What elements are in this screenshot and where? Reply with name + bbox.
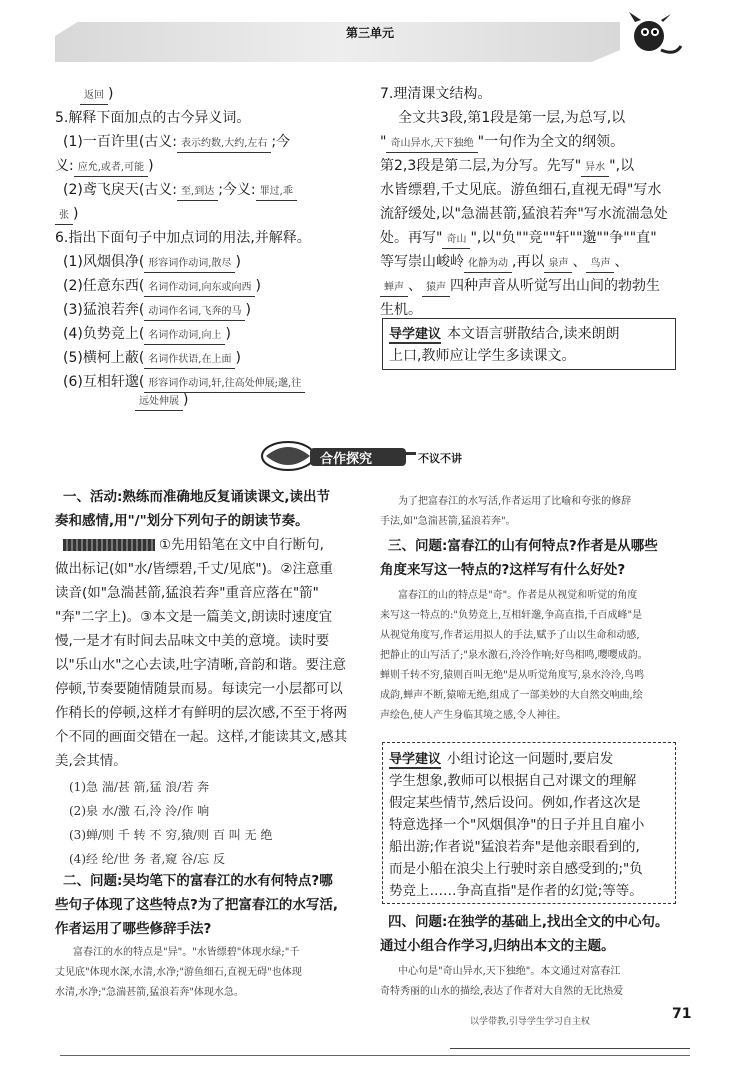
question-4-answer: 中心句是"奇山异水,天下独绝"。本文通过对富春江 [398, 966, 621, 977]
question-3-answer: 声绘色,使人产生身临其境之感,令人神往。 [380, 710, 567, 721]
q5-2-ancient: 至,到达 [177, 184, 218, 201]
activity-1-line: 个不同的画面交错在一起。这样,才能读其文,感其 [55, 729, 348, 745]
footer-line [450, 1030, 690, 1049]
question-4-line: 四、问题:在独学的基础上,找出全文的中心句。 [388, 914, 669, 930]
q6-item-answer: 形容词作动词,散尽 [144, 256, 235, 273]
guide-text: 而是小船在浪尖上行驶时亲自感受到的;"负 [389, 861, 643, 877]
question-3-answer: 从视觉角度写,作者运用拟人的手法,赋予了山以生命和动感, [380, 630, 640, 641]
question-4-block [380, 910, 680, 997]
q7-answer: 蝉声 [380, 280, 408, 297]
q6-item-label: (1)风烟俱净( [63, 254, 145, 270]
guide-box-1 [382, 318, 676, 370]
q5-1-label: (1)一百许里(古义: [63, 134, 178, 150]
question-4-line: 通过小组合作学习,归纳出本文的主题。 [380, 938, 615, 954]
activity-1-line: ①先用铅笔在文中自行断句, [159, 537, 324, 553]
q6-item-answer: 名词作动词,向东或向西 [144, 280, 255, 297]
question-2-answer: 水清,水净;"急湍甚箭,猛浪若奔"体现水急。 [55, 987, 244, 998]
q6-item-end: ) [225, 326, 231, 342]
activity-1-line: 美,会其情。 [55, 753, 127, 769]
q5-2-modern: 罪过,乖 [256, 184, 297, 201]
q7-line: ,以 [615, 158, 635, 174]
activity-1-line: 作稍长的停顿,这样才有鲜明的层次感,不至于将两 [55, 705, 348, 721]
guide-stripe-tag [63, 539, 155, 551]
q7-line: 四种声音从听觉写出山间的勃勃生 [450, 278, 660, 294]
question-3-answer: 蝉则千转不穷,猿则百叫无绝"是从听觉角度写,泉水泠泠,鸟鸣 [380, 670, 645, 681]
question-3-line: 角度来写这一特点的?这样写有什么好处? [380, 562, 626, 578]
guide-text: 势竞上……争高直指"是作者的幻觉;等等。 [389, 883, 643, 899]
q7-answer: 奇山异水,天下独绝 [386, 136, 477, 153]
q7-line: 等写崇山峻岭 [380, 254, 464, 270]
q7-line: ,再以 [512, 254, 545, 270]
q7-title: 7.理清课文结构。 [380, 86, 492, 102]
banner-subtitle: 不议不讲 [418, 452, 462, 465]
activity-1-line: 做出标记(如"水/皆缥碧,千丈/见底")。②注意重 [55, 561, 333, 577]
bottom-rule [60, 1055, 690, 1056]
guide-text: 上口,教师应让学生多读课文。 [389, 348, 576, 364]
right-column-top: 7.理清课文结构。 全文共3段,第1段是第一层,为总写,以 " 奇山异水,天下独绝 "一句作为全文的纲领。 第2,3段是第二层,为分写。先写" 异水 ",以 水皆缥碧,千丈见底。游鱼细石,直视无碍"写水 流舒缓处,以"急湍甚箭,猛浪若奔"写水流湍急处 处。再写" 奇山 ",以"负""竞""轩""邈""争""直" 等写崇山峻岭 化静为动 ,再以 泉声 、 鸟声 、 蝉声 、 猿声 四种声音从听觉写出山间的勃勃生 生机。 [380, 82, 680, 382]
q5-1-modern-prefix: 义: [55, 158, 74, 174]
question-3-answer: 成韵,蝉声不断,猿啼无绝,组成了一部美妙的大自然交响曲,绘 [380, 690, 643, 701]
q6-item-answer: 形容词作动词,轩,往高处伸展;邈,往 [144, 376, 305, 393]
question-3-answer: 来写这一特点的:"负势竞上,互相轩邈,争高直指,千百成峰"是 [380, 610, 643, 621]
q6-item-label: (5)横柯上蔽( [63, 350, 145, 366]
q6-title: 6.指出下面句子中加点词的用法,并解释。 [55, 230, 311, 246]
question-3-answer: 富春江的山的特点是"奇"。作者是从视觉和听觉的角度 [398, 590, 638, 601]
q5-1-end: ) [148, 158, 154, 174]
rhythm-item: (4)经 纶/世 务 者,窥 谷/忘 反 [69, 852, 225, 866]
q5-1-mid: ;今 [271, 134, 291, 150]
question-2-line: 二、问题:吴均笔下的富春江的水有何特点?哪 [63, 873, 333, 889]
q5-2-end: ) [73, 206, 79, 222]
q7-line: 一句作为全文的纲领。 [484, 134, 625, 150]
q6-item-end: ) [235, 350, 241, 366]
activity-1-line: 奏和感情,用"/"划分下列句子的朗读节奏。 [55, 513, 309, 529]
question-2-line: 作者运用了哪些修辞手法? [55, 921, 212, 937]
q6-item-end: ) [245, 302, 251, 318]
q6-item-label: (6)互相轩邈( [63, 374, 145, 390]
q6-item-label: (2)任意东西( [63, 278, 145, 294]
activity-1-line: 一、活动:熟练而准确地反复诵读课文,读出节 [63, 489, 331, 505]
question-3-line: 三、问题:富春江的山有何特点?作者是从哪些 [388, 538, 658, 554]
guide-text: 船出游;作者说"猛浪若奔"是他亲眼看到的, [389, 839, 640, 855]
q6-item-label: (3)猛浪若奔( [63, 302, 145, 318]
question-4-answer: 奇特秀丽的山水的描绘,表达了作者对大自然的无比热爱 [380, 986, 624, 997]
q7-answer: 鸟声 [586, 256, 614, 273]
q5-1-modern: 应允,或者,可能 [74, 160, 148, 177]
guide-text: 学生想象,教师可以根据自己对课文的理解 [389, 773, 637, 789]
q7-line: ,以"负""竞""轩""邈""争""直" [476, 230, 657, 246]
q7-answer: 泉声 [544, 256, 572, 273]
q6-item-answer: 名词作状语,在上面 [144, 352, 235, 369]
unit-title: 第三单元 [345, 26, 394, 40]
guide-box-2 [382, 742, 676, 904]
guide-text: 小组讨论这一问题时,要启发 [447, 751, 614, 767]
guide-tag: 导学建议 [389, 748, 441, 769]
rhythm-item: (2)泉 水/激 石,泠 泠/作 响 [69, 804, 210, 818]
question-3-answer: 把静止的山写活了;"泉水激石,泠泠作响;好鸟相鸣,嘤嘤成韵。 [380, 650, 648, 661]
activity-1-line: "奔"二字上)。③本文是一篇美文,朗读时速度宜 [55, 609, 333, 625]
q6-item-label: (4)负势竞上( [63, 326, 145, 342]
q6-item-end: ) [235, 254, 241, 270]
question-2-answer-cont: 为了把富春江的水写活,作者运用了比喻和夸张的修辞 [398, 496, 632, 507]
footer-slogan: 以学带教,引导学生学习自主权 [470, 1017, 590, 1027]
question-2-answer-cont: 手法,如"急湍甚箭,猛浪若奔"。 [380, 516, 516, 527]
activity-1-line: 读音(如"急湍甚箭,猛浪若奔"重音应落在"箭" [55, 585, 319, 601]
q5-2-cont: 张 [55, 208, 73, 225]
q5-title: 5.解释下面加点的古今异义词。 [55, 110, 251, 126]
right-column-bottom [380, 490, 680, 980]
q7-line: 流舒缓处,以"急湍甚箭,猛浪若奔"写水流湍急处 [380, 206, 668, 222]
q6-item-answer: 动词作名词,飞奔的马 [144, 304, 245, 321]
page-number: 71 [672, 1006, 692, 1022]
guide-text: 假定某些情节,然后设问。例如,作者这次是 [389, 795, 641, 811]
q7-line: 水皆缥碧,千丈见底。游鱼细石,直视无碍"写水 [380, 182, 662, 198]
guide-text: 本文语言骈散结合,读来朗朗 [447, 326, 620, 342]
question-2-answer: 丈见底"体现水深,水清,水净;"游鱼细石,直视无碍"也体现 [55, 967, 302, 978]
left-column-bottom [55, 485, 375, 998]
question-2-line: 些句子体现了这些特点?为了把富春江的水写活, [55, 897, 338, 913]
section-banner [258, 438, 478, 472]
activity-1-line: 慢,一是才有时间去品味文中美的意境。读时要 [55, 633, 330, 649]
question-2-answer: 富春江的水的特点是"异"。"水皆缥碧"体现水绿;"千 [73, 947, 300, 958]
q5-2-label: (2)鸢飞戾天(古义: [63, 182, 178, 198]
q5-2-mid: ;今义: [218, 182, 256, 198]
q7-answer: 奇山 [442, 232, 470, 249]
mascot-logo-icon [625, 10, 685, 65]
q6-6-cont: 远处伸展 [135, 394, 183, 411]
q6-item-answer: 名词作动词,向上 [144, 328, 225, 345]
activity-1-line: 停顿,节奏要随情随景而易。每读完一小层都可以 [55, 681, 343, 697]
left-column-top: 返回 ) 5.解释下面加点的古今异义词。 (1)一百许里(古义: 表示约数,大约,左右 ;今 义: 应允,或者,可能 ) (2)鸢飞戾天(古义: 至,到达 ;今义: 罪过,乖 张 ) 6.指出下面句子中加点词的用法,并解释。 (1)风烟俱净( 形容词作动词,散尽 ) (2)任意东西( 名词作动词,向东或向西 ) (3)猛浪若奔( 动词作名词,飞奔的马 ) (4)负势竞上( 名词作动词,向上 ) (5)横柯上蔽( 名词作状语,在上面 ) (6)互相轩邈( 形容词作动词,轩,往高处伸展;邈,往 远处伸展 ) [55, 82, 375, 402]
q7-answer: 异水 [581, 160, 609, 177]
q7-line: 处。再写 [380, 230, 436, 246]
rhythm-item: (3)蝉/则 千 转 不 穷,猿/则 百 叫 无 绝 [69, 828, 273, 842]
q7-answer: 化静为动 [464, 256, 512, 273]
q7-line: 全文共3段,第1段是第一层,为总写,以 [398, 110, 626, 126]
q6-6-end: ) [183, 392, 189, 408]
activity-1-line: 以"乐山水"之心去读,吐字清晰,音韵和谐。要注意 [55, 657, 347, 673]
rhythm-item: (1)急 湍/甚 箭,猛 浪/若 奔 [69, 780, 210, 794]
q6-item-end: ) [255, 278, 261, 294]
q5-1-ancient: 表示约数,大约,左右 [177, 136, 271, 153]
banner-title: 合作探究 [320, 452, 373, 467]
guide-tag: 导学建议 [389, 323, 441, 344]
handwritten-answer: 返回 [80, 88, 108, 105]
guide-text: 特意选择一个"风烟俱净"的日子并且自雇小 [389, 817, 645, 833]
q7-answer: 猿声 [422, 280, 450, 297]
q7-line: 第2,3段是第二层,为分写。先写 [380, 158, 575, 174]
q7-line: 生机。 [380, 302, 422, 318]
